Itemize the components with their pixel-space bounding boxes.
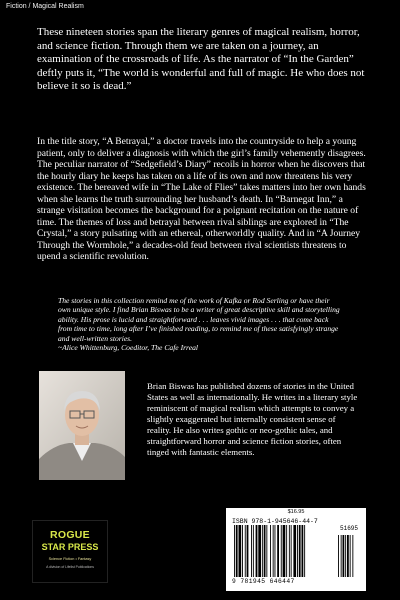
publisher-name-line2: STAR PRESS — [41, 542, 99, 552]
price-addon-code: 51695 — [340, 525, 359, 532]
praise-quote — [58, 296, 344, 352]
genre-label: Fiction / Magical Realism — [6, 3, 84, 10]
price-label: $16.95 — [287, 509, 305, 515]
barcode-icon — [234, 525, 358, 577]
intro-paragraph: These nineteen stories span the literary genres of magical realism, horror, and science fiction. Through them we are taken on a journey, an examination of the crossroads of life. As the narrator of “In the Garden” deftly puts it, “The world is wonderful and full of magic. He who does not believe it so is dead.” — [37, 26, 365, 93]
publisher-name-line1: ROGUE — [49, 529, 90, 541]
author-photo — [39, 371, 125, 480]
publisher-tagline: Science Fiction • Fantasy — [48, 557, 92, 561]
author-bio: Brian Biswas has published dozens of stories in the United States as well as internationally. He writes in a literary style reminiscent of magical realism which attempts to convey a slightly exaggerated but internally consistent sense of reality. He also writes gothic or neo-gothic tales, and straightforward horror and science fiction stories, often tinged with fantastic elements. — [147, 381, 358, 457]
publisher-logo — [32, 520, 108, 583]
author-portrait-image — [39, 371, 125, 480]
isbn-label: ISBN 978-1-945646-44-7 — [232, 518, 318, 525]
publisher-imprint: A division of Lifelist Publications — [46, 565, 94, 569]
barcode-box — [226, 508, 366, 591]
praise-attribution: ~Alice Whittenburg, Coeditor, The Cafe Irreal — [58, 343, 199, 353]
synopsis-paragraph: In the title story, “A Betrayal,” a doctor travels into the countryside to help a young patient, only to deliver a diagnosis with which the girl’s family vehemently disagrees. The peculiar narrator of “Sedgefield’s Diary” recoils in horror when he discovers that the hourly diary he keeps has taken on a life of its own and now threatens his very existence. The bereaved wife in “The Lake of Flies” takes matters into her own hands when she learns the truth surrounding her husband’s death. In “Barnegat Inn,” a strange visitation becomes the background for a poignant recitation on the nature of time. The themes of loss and betrayal between rival siblings are explored in “The Crystal,” a story pulsating with an ethereal, otherworldly quality. And in “A Journey Through the Wormhole,” a decades-old feud between rival scientists threatens to upend a scientific revolution. — [37, 136, 366, 262]
barcode-digits: 9 781945 646447 — [232, 578, 295, 585]
praise-text: The stories in this collection remind me of the work of Kafka or Rod Serling or have their own unique style. I find Brian Biswas to be a writer of great descriptive skill and storytelling ability. His prose is lucid and straightforward . . . leaves vivid images . . . that come back from time to time, long after I’ve finished reading, to remind me of these satisfyingly strange and well-written stories. — [58, 296, 340, 343]
